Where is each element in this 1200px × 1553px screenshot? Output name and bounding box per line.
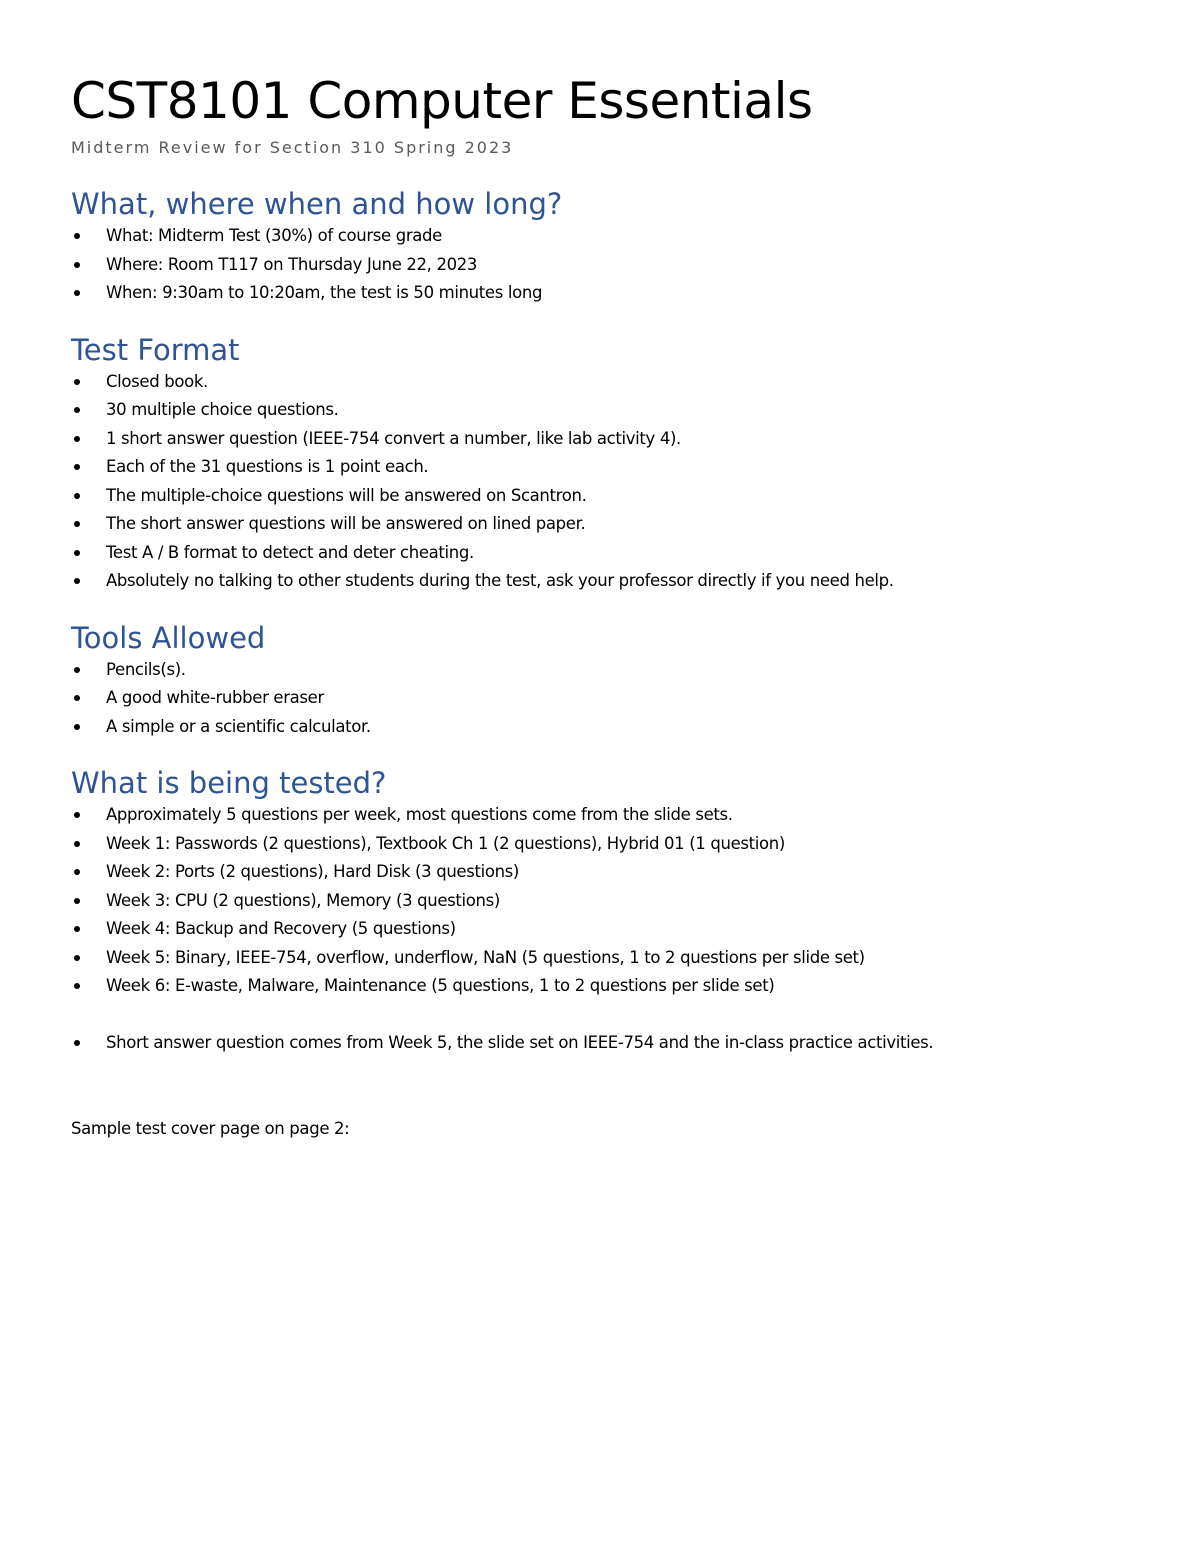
bullet-icon	[74, 407, 80, 413]
list-item-text: Week 5: Binary, IEEE-754, overflow, underflow, NaN (5 questions, 1 to 2 questions per slide set)	[106, 947, 865, 967]
bullet-icon	[74, 521, 80, 527]
list-item	[71, 279, 1131, 308]
bullet-list-test-format	[71, 368, 1131, 596]
list-item-text: Closed book.	[106, 371, 208, 391]
bullet-icon	[74, 869, 80, 875]
bullet-icon	[74, 983, 80, 989]
bullet-icon	[74, 436, 80, 442]
list-item	[71, 972, 1131, 1001]
bullet-icon	[74, 379, 80, 385]
bullet-list-short-answer	[71, 1029, 1131, 1058]
bullet-icon	[74, 955, 80, 961]
bullet-icon	[74, 578, 80, 584]
bullet-icon	[74, 290, 80, 296]
list-item	[71, 251, 1131, 280]
bullet-icon	[74, 493, 80, 499]
list-item	[71, 453, 1131, 482]
list-item	[71, 510, 1131, 539]
list-item-text: Week 2: Ports (2 questions), Hard Disk (3 questions)	[106, 862, 520, 881]
list-item	[71, 915, 1131, 944]
list-item-text: Test A / B format to detect and deter cheating.	[106, 542, 474, 562]
list-item-text: Week 6: E-waste, Malware, Maintenance (5 questions, 1 to 2 questions per slide set)	[106, 976, 775, 995]
list-item	[71, 368, 1131, 397]
bullet-icon	[74, 1040, 80, 1046]
list-item-text: Week 1: Passwords (2 questions), Textbook Ch 1 (2 questions), Hybrid 01 (1 question)	[106, 833, 785, 853]
bullet-icon	[74, 550, 80, 556]
footer-note: Sample test cover page on page 2:	[71, 1119, 350, 1138]
list-item	[71, 425, 1131, 454]
blank-line	[71, 1001, 1131, 1029]
bullet-list-tested-topics	[71, 801, 1131, 1001]
list-item-text: Week 3: CPU (2 questions), Memory (3 questions)	[106, 890, 500, 910]
list-item	[71, 396, 1131, 425]
document-subtitle: Midterm Review for Section 310 Spring 2023	[71, 138, 514, 157]
bullet-icon	[74, 812, 80, 818]
list-item-text: What: Midterm Test (30%) of course grade	[106, 226, 442, 245]
list-item	[71, 713, 1131, 742]
list-item-text: A good white-rubber eraser	[106, 688, 324, 707]
list-item	[71, 539, 1131, 568]
list-item-text: When: 9:30am to 10:20am, the test is 50 minutes long	[106, 283, 543, 302]
list-item-text: Short answer question comes from Week 5, the slide set on IEEE-754 and the in-class practice activities.	[106, 1032, 934, 1052]
bullet-icon	[74, 841, 80, 847]
bullet-icon	[74, 464, 80, 470]
document-content	[71, 70, 1131, 1160]
list-item-text: The short answer questions will be answered on lined paper.	[106, 514, 586, 533]
list-item-text: The multiple-choice questions will be answered on Scantron.	[106, 485, 587, 505]
list-item	[71, 887, 1131, 916]
list-item-text: 1 short answer question (IEEE-754 convert a number, like lab activity 4).	[106, 428, 681, 448]
bullet-icon	[74, 667, 80, 673]
list-item	[71, 567, 1131, 596]
list-item	[71, 830, 1131, 859]
list-item	[71, 858, 1131, 887]
bullet-icon	[74, 898, 80, 904]
list-item-text: Week 4: Backup and Recovery (5 questions)	[106, 919, 456, 938]
section-heading-tools-allowed: Tools Allowed	[71, 620, 266, 655]
bullet-icon	[74, 724, 80, 730]
list-item	[71, 222, 1131, 251]
list-item-text: Pencils(s).	[106, 659, 186, 679]
list-item-text: Each of the 31 questions is 1 point each.	[106, 457, 429, 476]
list-item-text: Approximately 5 questions per week, most questions come from the slide sets.	[106, 805, 733, 824]
section-heading-test-format: Test Format	[71, 332, 240, 367]
list-item-text: Where: Room T117 on Thursday June 22, 2023	[106, 254, 478, 274]
list-item	[71, 656, 1131, 685]
list-item	[71, 944, 1131, 973]
bullet-icon	[74, 926, 80, 932]
list-item	[71, 1029, 1131, 1058]
bullet-icon	[74, 695, 80, 701]
section-heading-what-where-when: What, where when and how long?	[71, 187, 563, 221]
document-title: CST8101 Computer Essentials	[71, 72, 813, 130]
bullet-icon	[74, 233, 80, 239]
list-item-text: A simple or a scientific calculator.	[106, 716, 371, 736]
bullet-list-logistics	[71, 222, 1131, 308]
section-heading-what-is-tested: What is being tested?	[71, 766, 387, 800]
bullet-list-tools	[71, 656, 1131, 742]
list-item	[71, 801, 1131, 830]
bullet-icon	[74, 262, 80, 268]
list-item	[71, 684, 1131, 713]
list-item	[71, 482, 1131, 511]
list-item-text: Absolutely no talking to other students during the test, ask your professor directly if you need help.	[106, 571, 894, 590]
list-item-text: 30 multiple choice questions.	[106, 400, 339, 419]
